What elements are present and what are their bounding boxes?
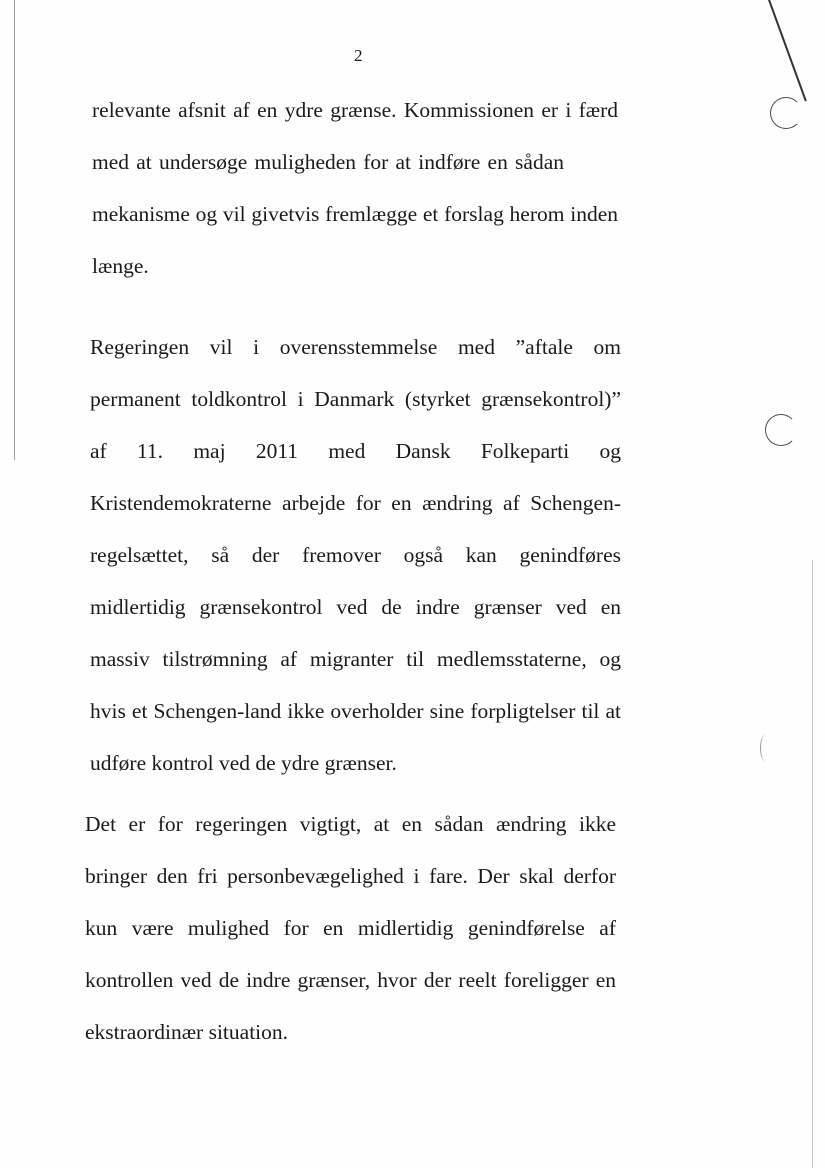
punch-hole-top — [770, 97, 802, 129]
text-line: Kristendemokraterne arbejde for en ændring af Schengen- — [90, 491, 621, 515]
text-line: med at undersøge muligheden for at indføre en sådan — [92, 150, 564, 174]
punch-hole-middle — [765, 414, 797, 446]
text-line: regelsættet, så der fremover også kan genindføres — [90, 543, 621, 567]
scan-edge-line-right — [812, 560, 813, 1168]
text-line: relevante afsnit af en ydre grænse. Kommissionen er i færd — [92, 98, 618, 122]
text-line: massiv tilstrømning af migranter til medlemsstaterne, og — [90, 647, 621, 671]
paragraph-2 — [90, 321, 621, 789]
text-line: ekstraordinær situation. — [85, 1020, 289, 1044]
text-line: kontrollen ved de indre grænser, hvor der reelt foreligger en — [85, 968, 616, 992]
page-number: 2 — [354, 46, 363, 65]
text-line: permanent toldkontrol i Danmark (styrket grænsekontrol)” — [90, 387, 621, 411]
text-line: udføre kontrol ved de ydre grænser. — [90, 751, 397, 775]
text-line: af 11. maj 2011 med Dansk Folkeparti og — [90, 439, 621, 463]
scan-arc-mark — [760, 735, 771, 761]
text-line: midlertidig grænsekontrol ved de indre grænser ved en — [90, 595, 621, 619]
text-line: hvis et Schengen-land ikke overholder sine forpligtelser til at — [90, 699, 621, 723]
text-line: bringer den fri personbevægelighed i fare. Der skal derfor — [85, 864, 616, 888]
paragraph-1 — [92, 84, 618, 292]
text-line: længe. — [92, 254, 149, 278]
text-line: Regeringen vil i overensstemmelse med ”aftale om — [90, 335, 621, 359]
text-line: kun være mulighed for en midlertidig genindførelse af — [85, 916, 616, 940]
pen-stroke-mark — [768, 0, 807, 101]
text-line: mekanisme og vil givetvis fremlægge et forslag herom inden — [92, 202, 618, 226]
scan-edge-line — [14, 0, 15, 460]
text-line: Det er for regeringen vigtigt, at en sådan ændring ikke — [85, 812, 616, 836]
paragraph-3 — [85, 798, 616, 1058]
